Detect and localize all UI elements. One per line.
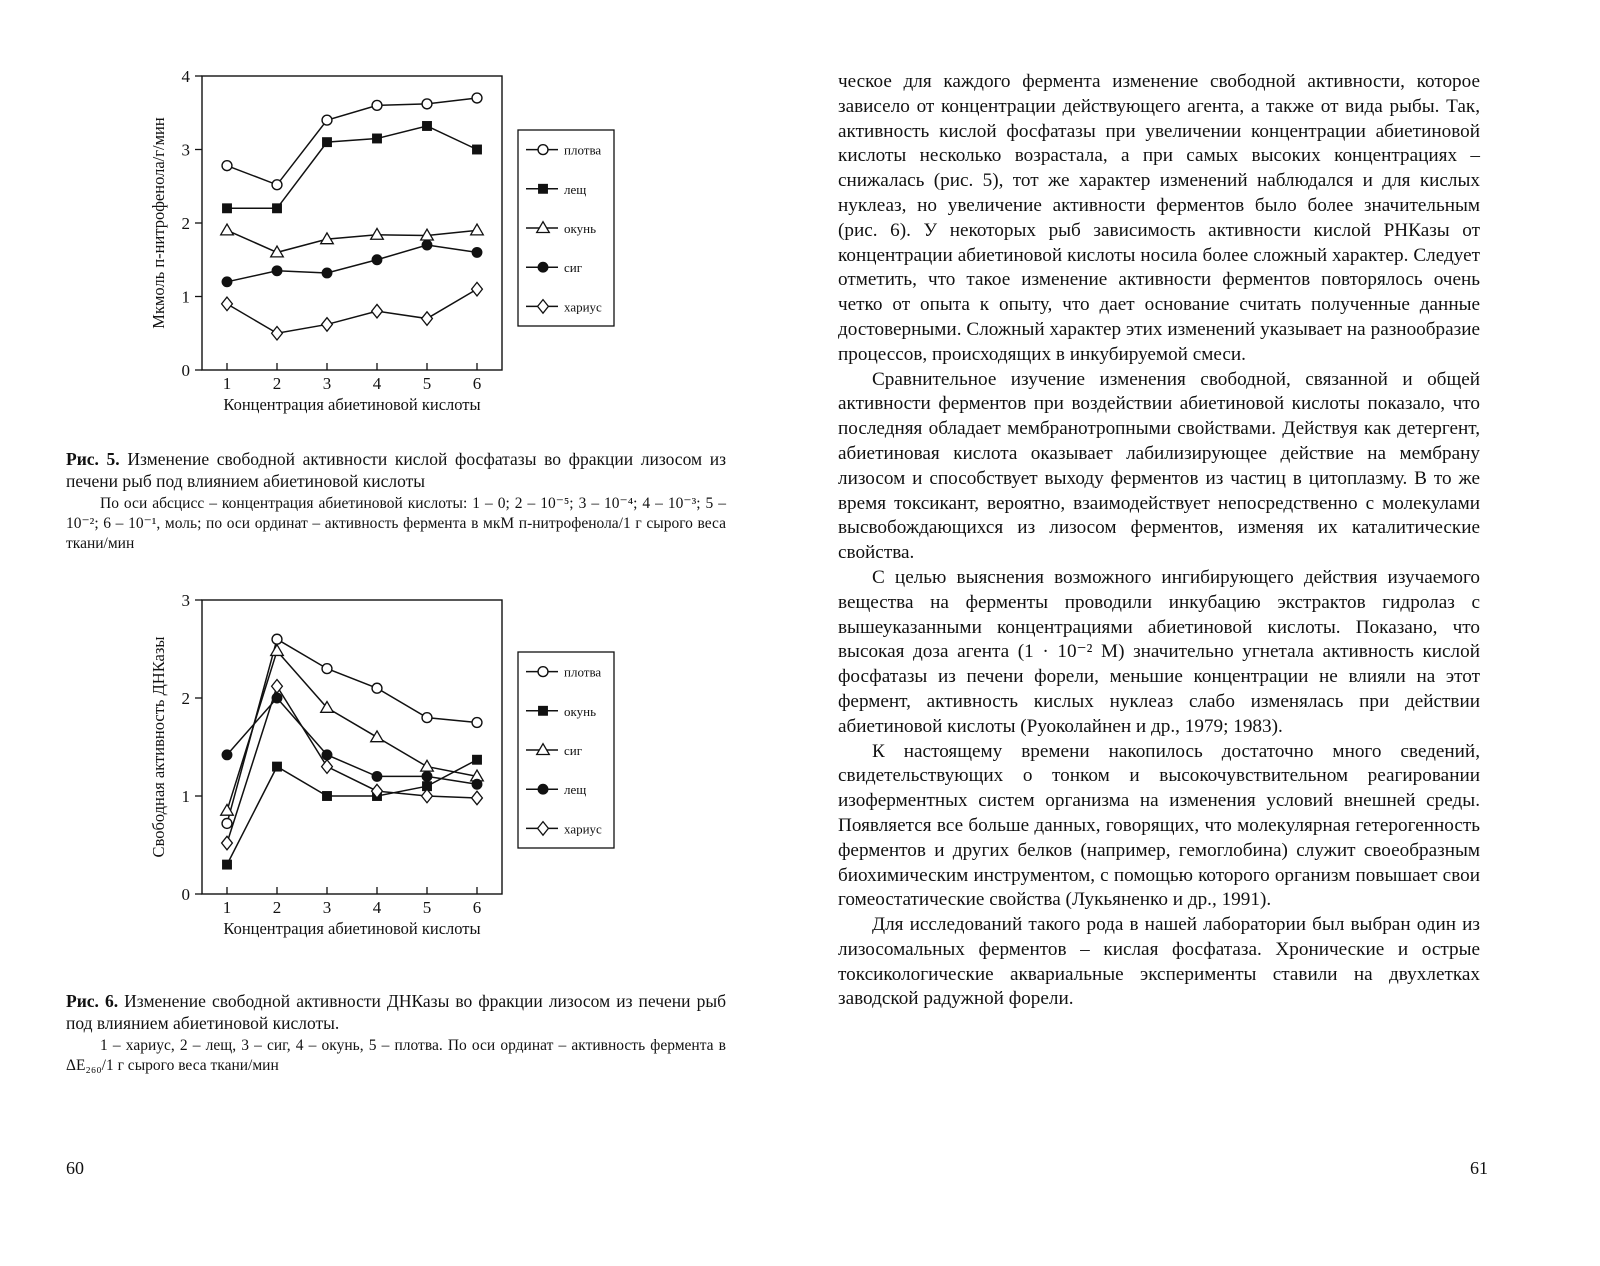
fig6-data-point — [272, 634, 282, 644]
fig6-data-point — [322, 750, 332, 760]
fig5-data-point — [272, 203, 282, 213]
fig6-data-point — [472, 755, 482, 765]
fig6-data-point — [422, 713, 432, 723]
fig6-y-tick-label: 1 — [181, 787, 190, 806]
fig5-series-line — [227, 126, 477, 208]
fig6-series-окунь — [222, 755, 482, 870]
figure-5-chart — [140, 60, 660, 420]
fig6-y-tick-label: 3 — [181, 591, 190, 610]
fig6-series-лещ — [222, 693, 482, 789]
fig5-y-axis-label: Мкмоль п-нитрофенола/г/мин — [149, 117, 168, 329]
fig5-series-лещ — [222, 121, 482, 213]
fig5-legend-label: плотва — [564, 142, 602, 158]
fig5-data-point — [472, 282, 483, 296]
fig6-x-tick-label: 3 — [322, 898, 332, 917]
fig5-data-point — [222, 203, 232, 213]
fig5-legend-label: хариус — [564, 299, 602, 315]
fig5-data-point — [371, 228, 384, 239]
fig6-legend-marker — [538, 784, 548, 794]
fig6-series-line — [227, 651, 477, 811]
fig5-data-point — [222, 277, 232, 287]
fig5-data-point — [372, 100, 382, 110]
fig5-x-tick-label: 1 — [222, 374, 232, 393]
fig6-x-tick-label: 4 — [372, 898, 382, 917]
fig5-data-point — [272, 180, 282, 190]
figure-5-caption — [66, 448, 726, 554]
fig5-plot-frame — [202, 76, 502, 370]
fig6-data-point — [371, 731, 384, 742]
fig5-legend-marker — [538, 262, 548, 272]
figure-6-caption-text: Изменение свободной активности ДНКазы во фракции лизосом из печени рыб под влиянием абиетиновой кислоты. — [66, 991, 726, 1033]
fig5-legend — [518, 130, 614, 326]
fig5-data-point — [372, 134, 382, 144]
fig5-y-tick-label: 2 — [181, 214, 190, 233]
paragraph-5: Для исследований такого рода в нашей лаборатории был выбран один из лизосомальных ферментов – кислая фосфатаза. Хронические и острые токсикологические аквариальные эксперименты ставили на двухлетках заводской радужной форели. — [838, 914, 1480, 1010]
figure-5-caption-note: По оси абсцисс – концентрация абиетиновой кислоты: 1 – 0; 2 – 10⁻⁵; 3 – 10⁻⁴; 4 – 10⁻³; 5 – 10⁻²; 6 – 10⁻¹, моль; по оси ординат – активность фермента в мкМ п-нитрофенола/1 г сырого веса ткани/мин — [66, 495, 726, 552]
figure-6-chart — [140, 590, 660, 960]
page-number-right: 61 — [1470, 1158, 1488, 1178]
fig6-legend-label: плотва — [564, 664, 602, 680]
fig6-series-line — [227, 698, 477, 784]
fig5-data-point — [322, 318, 333, 332]
fig5-data-point — [471, 224, 484, 235]
paragraph-2: Сравнительное изучение изменения свободной, связанной и общей активности ферментов при воздействии абиетиновой кислоты показало, что последняя обладает мембранотропными свойствами. Действуя как детергент, абиетиновая кислота оказывает лабилизирующее действие на мембрану лизосом и способствует выходу ферментов из частиц в цитоплазму. В то же время токсикант, вероятно, взаимодействует непосредственно с молекулами высвобождающихся из лизосом ферментов, изменяя их каталитические свойства. — [838, 368, 1480, 564]
fig6-legend — [518, 652, 614, 848]
figure-5-svg — [140, 60, 660, 420]
fig6-legend-label: окунь — [564, 703, 597, 719]
fig6-legend-marker — [538, 667, 548, 677]
fig5-series-line — [227, 289, 477, 333]
fig6-x-tick-label: 2 — [272, 898, 282, 917]
fig5-data-point — [272, 327, 283, 341]
fig6-data-point — [422, 771, 432, 781]
fig6-legend-label: хариус — [564, 821, 602, 837]
fig5-x-tick-label: 6 — [472, 374, 482, 393]
fig6-x-tick-label: 5 — [422, 898, 432, 917]
fig6-data-point — [421, 760, 434, 771]
paragraph-1: ческое для каждого фермента изменение свободной активности, которое зависело от концентрации действующего агента, а также от вида рыбы. Так, активность кислой фосфатазы при увеличении концентрации абиетиновой кислоты несколько возрастала, а при самых высоких концентрациях – снижалась (рис. 5), тот же характер изменений наблюдался и для кислых нуклеаз, но увеличение активности ферментов было более значительным (рис. 6). У некоторых рыб зависимость активности кислой РНКазы от концентрации абиетиновой кислоты носила более сложный характер. Следует отметить, что такое изменение активности ферментов повторялось очень четко от опыта к опыту, что дает основание считать полученные данные достоверными. Сложный характер этих изменений указывает на разнообразие процессов, происходящих в инкубируемой смеси. — [838, 71, 1480, 365]
fig5-data-point — [272, 266, 282, 276]
fig6-series-line — [227, 686, 477, 843]
fig5-data-point — [422, 312, 433, 326]
right-page — [790, 0, 1600, 1266]
fig5-y-tick-label: 4 — [181, 67, 190, 86]
fig5-x-tick-label: 5 — [422, 374, 432, 393]
fig5-legend-label: сиг — [564, 260, 583, 276]
fig5-legend-marker — [538, 184, 548, 194]
fig5-series-хариус — [222, 282, 483, 340]
figure-5-caption-label: Рис. 5. — [66, 449, 120, 469]
fig6-data-point — [422, 789, 433, 803]
fig5-legend-label: окунь — [564, 221, 597, 236]
fig5-data-point — [422, 240, 432, 250]
fig6-data-point — [222, 750, 232, 760]
fig5-data-point — [472, 247, 482, 257]
fig6-data-point — [322, 664, 332, 674]
fig5-data-point — [422, 99, 432, 109]
fig5-series-окунь — [221, 224, 484, 257]
fig6-data-point — [472, 718, 482, 728]
fig5-data-point — [322, 268, 332, 278]
fig5-data-point — [372, 255, 382, 265]
fig5-data-point — [322, 137, 332, 147]
fig5-series-line — [227, 245, 477, 282]
fig5-data-point — [422, 121, 432, 131]
fig5-y-tick-label: 3 — [181, 140, 190, 160]
fig5-data-point — [222, 297, 233, 311]
fig6-y-axis-label: Свободная активность ДНКазы — [149, 636, 168, 858]
figure-5-caption-text: Изменение свободной активности кислой фосфатазы во фракции лизосом из печени рыб под влиянием абиетиновой кислоты — [66, 449, 726, 491]
fig6-data-point — [472, 779, 482, 789]
fig5-data-point — [222, 161, 232, 171]
left-page — [0, 0, 790, 1266]
fig5-x-tick-label: 2 — [272, 374, 282, 393]
fig5-x-axis-label: Концентрация абиетиновой кислоты — [223, 395, 481, 414]
fig6-data-point — [222, 836, 233, 850]
fig5-data-point — [372, 304, 383, 318]
fig6-data-point — [372, 683, 382, 693]
fig6-data-point — [322, 791, 332, 801]
figure-6-caption-label: Рис. 6. — [66, 991, 119, 1011]
fig5-x-tick-label: 3 — [322, 374, 332, 393]
fig6-data-point — [271, 645, 284, 656]
fig5-y-tick-label: 0 — [181, 361, 190, 380]
fig6-data-point — [222, 860, 232, 870]
fig6-data-point — [472, 791, 483, 805]
fig5-data-point — [322, 115, 332, 125]
fig6-legend-marker — [538, 706, 548, 716]
fig6-series-line — [227, 760, 477, 865]
body-text — [838, 70, 1480, 1012]
fig6-data-point — [222, 818, 232, 828]
fig5-series-сиг — [222, 240, 482, 287]
fig5-y-tick-label: 1 — [181, 287, 190, 307]
figure-6-caption-note: 1 – хариус, 2 – лещ, 3 – сиг, 4 – окунь, 5 – плотва. По оси ординат – активность фермента в ΔE₂₆₀/1 г сырого веса ткани/мин — [66, 1037, 726, 1074]
paragraph-3: С целью выяснения возможного ингибирующего действия изучаемого вещества на ферменты проводили инкубацию экстрактов гидролаз с вышеуказанными концентрациями абиетиновой кислоты. Показано, что высокая доза агента (1 · 10⁻² М) значительно угнетала активность кислой фосфатазы из печени форели, меньшие концентрации не влияли на этот фермент, активность кислых нуклеаз слабо изменялась при действии абиетиновой кислоты (Руоколайнен и др., 1979; 1983). — [838, 566, 1480, 737]
fig6-x-axis-label: Концентрация абиетиновой кислоты — [223, 919, 481, 938]
fig5-legend-marker — [538, 145, 548, 155]
fig5-x-tick-label: 4 — [372, 374, 382, 393]
page-number-left: 60 — [66, 1158, 84, 1178]
fig6-x-tick-label: 6 — [472, 898, 482, 917]
fig5-data-point — [472, 93, 482, 103]
figure-6-caption — [66, 990, 726, 1076]
fig5-series-line — [227, 230, 477, 252]
paragraph-4: К настоящему времени накопилось достаточно много сведений, свидетельствующих о тонком и высокочувствительном реагировании изоферментных систем организма на изменения условий внешней среды. Появляется все больше данных, говорящих, что молекулярная гетерогенность ферментов и других белков (например, гемоглобина) служит своеобразным биохимическим инструментом, с помощью которого организм повышает свои гомеостатические свойства (Лукьяненко и др., 1991). — [838, 740, 1480, 911]
fig6-legend-label: лещ — [564, 782, 587, 798]
fig5-legend-label: лещ — [564, 181, 587, 197]
fig6-y-tick-label: 0 — [181, 885, 190, 904]
figure-6-svg — [140, 590, 660, 960]
fig5-series-плотва — [222, 93, 482, 190]
fig6-data-point — [272, 762, 282, 772]
fig6-y-tick-label: 2 — [181, 689, 190, 708]
fig6-legend-label: сиг — [564, 743, 583, 758]
fig5-data-point — [472, 145, 482, 155]
fig6-x-tick-label: 1 — [222, 898, 232, 917]
fig6-series-сиг — [221, 645, 484, 816]
fig6-data-point — [372, 771, 382, 781]
fig5-data-point — [221, 224, 234, 235]
fig5-series-line — [227, 98, 477, 185]
